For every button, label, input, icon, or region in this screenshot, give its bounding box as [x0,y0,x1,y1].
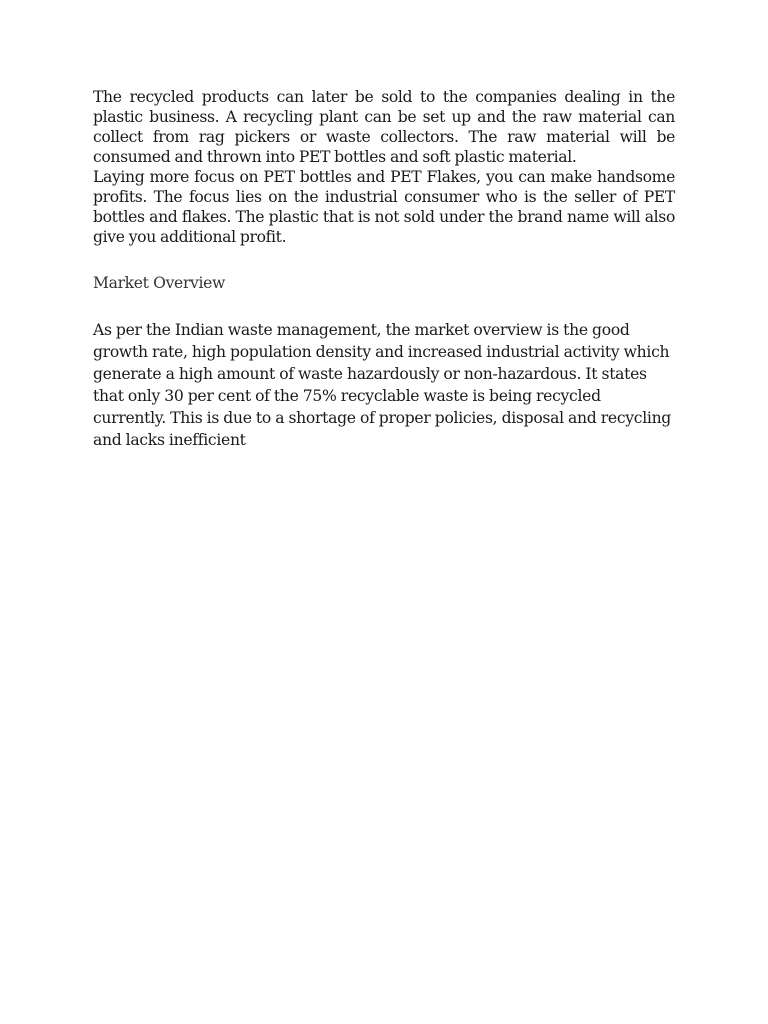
paragraph-market-overview: As per the Indian waste management, the market overview is the good growth rate, high population density and increased industrial activity which generate a high amount of waste hazardously or non-hazardous. It states that only 30 per cent of the 75% recyclable waste is being recycled currently. This is due to a shortage of proper policies, disposal and recycling and lacks inefficient [93,321,671,449]
document-body [93,87,675,451]
paragraph-pet-focus: Laying more focus on PET bottles and PET Flakes, you can make handsome profits. The focus lies on the industrial consumer who is the seller of PET bottles and flakes. The plastic that is not sold under the brand name will also give you additional profit. [93,168,675,246]
section-heading-market-overview: Market Overview [93,274,226,292]
paragraph-recycled-products: The recycled products can later be sold to the companies dealing in the plastic business. A recycling plant can be set up and the raw material can collect from rag pickers or waste collectors. The raw material will be consumed and thrown into PET bottles and soft plastic material. [93,88,675,166]
